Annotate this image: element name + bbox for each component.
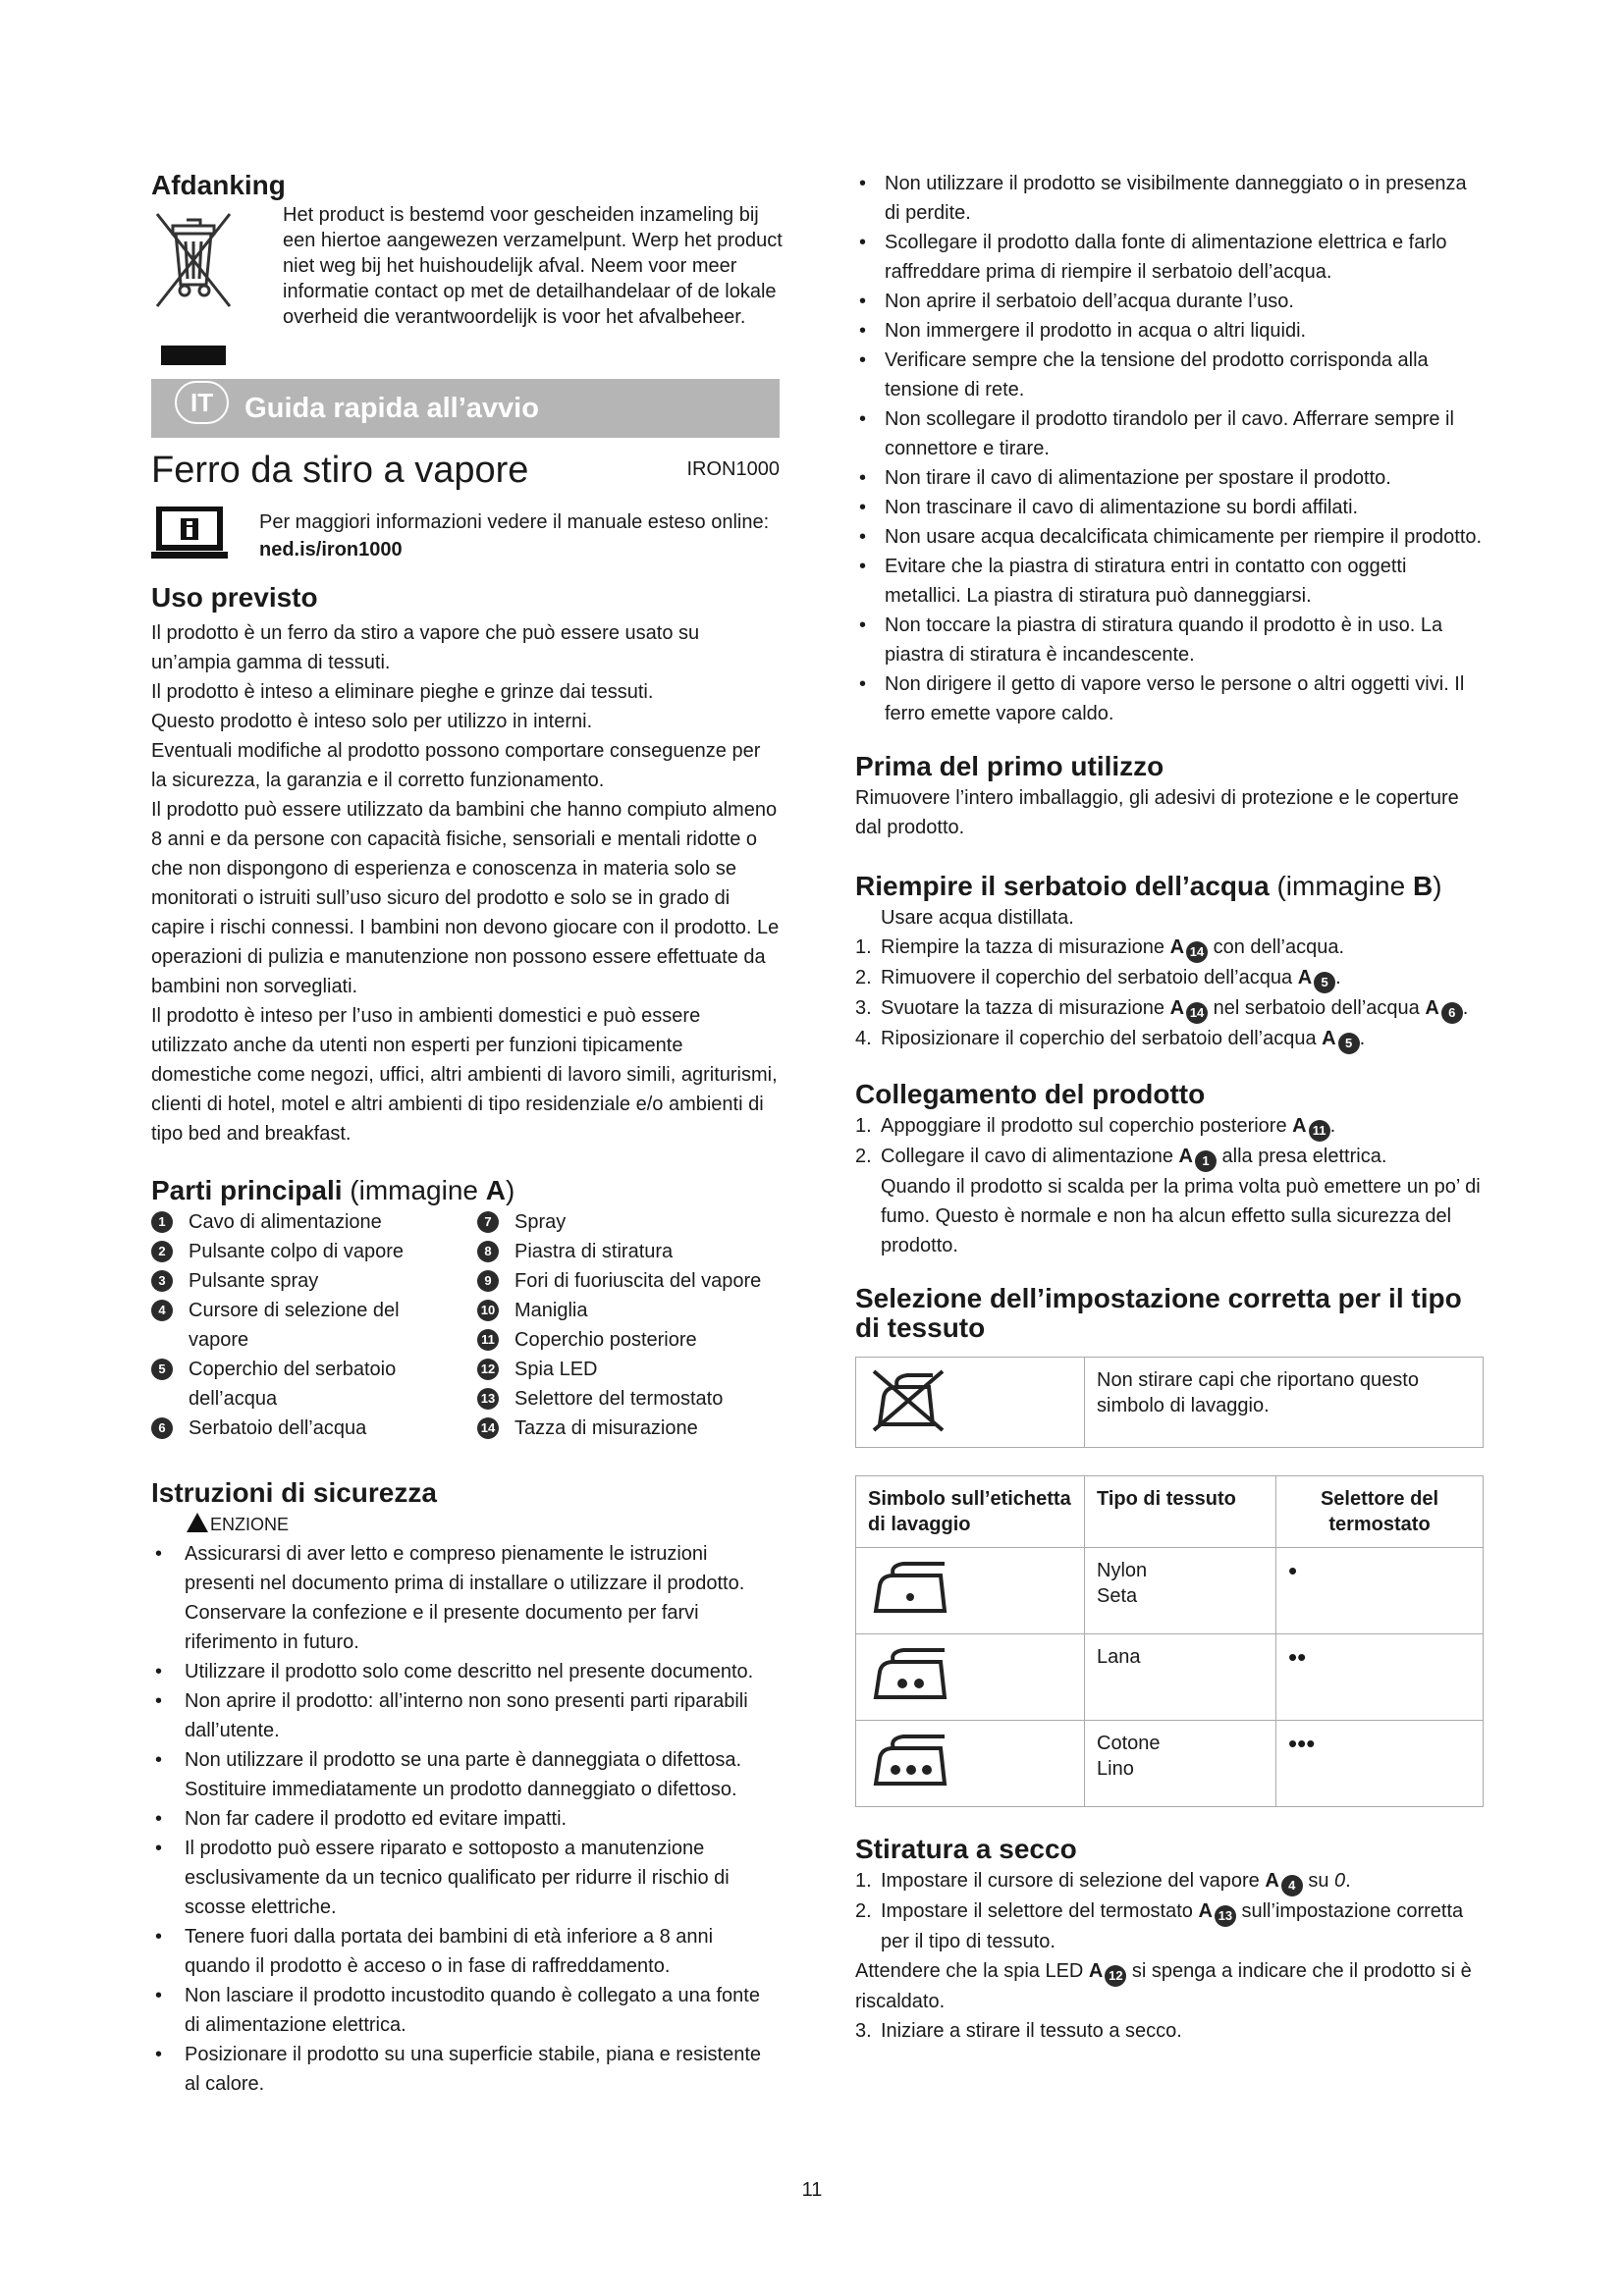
step-number: 4.: [855, 1028, 872, 1049]
no-iron-text: Non stirare capi che riportano questo simbolo di lavaggio.: [1085, 1358, 1484, 1448]
step-number: 1.: [855, 1870, 872, 1892]
safety-item: • Non utilizzare il prodotto se visibilmente danneggiato o in presenza di perdite.: [855, 169, 1484, 228]
riempire-suffix: (immagine: [1276, 871, 1413, 901]
step-text: Riposizionare il coperchio del serbatoio dell’acqua: [881, 1028, 1323, 1049]
step-text: si spenga a indicare che il prodotto si è riscaldato.: [855, 1960, 1472, 2012]
parti-suffix: (immagine: [350, 1175, 486, 1205]
part-ref: 14: [1186, 941, 1208, 963]
step-text: .: [1329, 1115, 1336, 1137]
part-number: 4: [151, 1300, 173, 1321]
parti-fig: A: [485, 1175, 506, 1205]
part-ref: 6: [1441, 1002, 1463, 1024]
table-row: [856, 1548, 1484, 1634]
safety-item: • Evitare che la piastra di stiratura entri in contatto con oggetti metallici. La piastra di stiratura può danneggiarsi.: [855, 552, 1484, 611]
step-text: Appoggiare il prodotto sul coperchio posteriore: [881, 1115, 1293, 1137]
fabric-name: Cotone: [1097, 1733, 1161, 1754]
parts-column-2: [477, 1207, 761, 1443]
table-row: [856, 1634, 1484, 1721]
safety-item: • Non immergere il prodotto in acqua o altri liquidi.: [855, 316, 1484, 346]
fabric-name: Seta: [1097, 1585, 1138, 1607]
part-ref: 5: [1314, 972, 1335, 993]
warning-icon: [187, 1513, 208, 1532]
uso-paragraph: Il prodotto è un ferro da stiro a vapore che può essere usato su un’ampia gamma di tessuti.: [151, 622, 700, 673]
left-column: [151, 169, 783, 2132]
part-item: [477, 1266, 761, 1296]
riempire-note: Usare acqua distillata.: [881, 907, 1074, 929]
part-ref: 12: [1105, 1965, 1126, 1987]
riempire-close: ): [1433, 871, 1442, 901]
uso-section: [151, 618, 780, 1148]
part-ref: 5: [1338, 1033, 1360, 1054]
part-number: 6: [151, 1417, 173, 1439]
part-item: [151, 1355, 477, 1414]
weee-bin-icon: [151, 208, 236, 316]
part-label: Tazza di misurazione: [514, 1417, 698, 1439]
safety-item: • Posizionare il prodotto su una superficie stabile, piana e resistente al calore.: [151, 2040, 780, 2099]
step-text: .: [1359, 1028, 1366, 1049]
figure-ref: A: [1178, 1146, 1193, 1167]
step-text: Collegare il cavo di alimentazione: [881, 1146, 1179, 1167]
step: [855, 1896, 1484, 1956]
safety-list-continued: [855, 169, 1484, 728]
part-label: Maniglia: [514, 1300, 588, 1321]
language-code: IT: [175, 381, 229, 424]
part-item: [477, 1355, 761, 1384]
part-label: Spray: [514, 1211, 567, 1233]
part-item: [151, 1414, 477, 1443]
part-ref: 11: [1309, 1120, 1330, 1142]
manual-link[interactable]: ned.is/iron1000: [259, 539, 403, 561]
right-column: [855, 169, 1484, 2046]
table-row: [856, 1721, 1484, 1807]
part-ref: 13: [1215, 1905, 1236, 1927]
fabric-cell: [1085, 1548, 1276, 1634]
uso-paragraph: Il prodotto è inteso a eliminare pieghe e grinze dai tessuti.: [151, 681, 654, 703]
part-number: 2: [151, 1241, 173, 1262]
safety-item: • Non toccare la piastra di stiratura quando il prodotto è in uso. La piastra di stiratura è incandescente.: [855, 611, 1484, 669]
thermostat-dots: ••: [1276, 1634, 1484, 1721]
left-flow: [151, 581, 780, 2099]
part-item: [477, 1237, 761, 1266]
figure-ref: A: [1169, 936, 1185, 958]
collegamento-title: Collegamento del prodotto: [855, 1079, 1206, 1109]
uso-paragraph: Il prodotto può essere utilizzato da bambini che hanno compiuto almeno 8 anni e da persone con capacità fisiche, sensoriali e mentali ridotte o che non dispongono di esperienza e conoscenza in materia solo se monitorati o istruiti sull’uso sicuro del prodotto e solo se in grado di capire i rischi connessi. I bambini non devono giocare con il prodotto. Le operazioni di pulizia e manutenzione non possono essere effettuate da bambini non sorvegliati.: [151, 799, 780, 997]
step-text: .: [1335, 967, 1341, 988]
safety-item: • Non aprire il serbatoio dell’acqua durante l’uso.: [855, 287, 1484, 316]
step: [855, 1866, 1484, 1896]
part-label: Serbatoio dell’acqua: [189, 1417, 367, 1439]
step-text: Impostare il cursore di selezione del vapore: [881, 1870, 1266, 1892]
part-ref: 14: [1186, 1002, 1208, 1024]
safety-item: • Non utilizzare il prodotto se una parte è danneggiata o difettosa. Sostituire immediatamente un prodotto danneggiato o difettoso.: [151, 1745, 780, 1804]
step-number: 2.: [855, 967, 872, 988]
uso-title: Uso previsto: [151, 582, 318, 613]
part-number: 7: [477, 1211, 499, 1233]
collegamento-steps: [855, 1111, 1484, 1260]
safety-item: • Assicurarsi di aver letto e compreso pienamente le istruzioni presenti nel documento prima di installare o utilizzare il prodotto. Conservare la confezione e il presente documento per farvi riferimento in futuro.: [151, 1539, 780, 1657]
fabric-cell: [1085, 1634, 1276, 1721]
part-number: 1: [151, 1211, 173, 1233]
part-label: Pulsante spray: [189, 1270, 319, 1292]
primo-text: Rimuovere l’intero imballaggio, gli adesivi di protezione e le coperture dal prodotto.: [855, 787, 1459, 838]
step-text: sull’impostazione corretta per il tipo di tessuto.: [881, 1900, 1464, 1952]
figure-ref: A: [1198, 1900, 1213, 1922]
riempire-title: [855, 870, 1484, 903]
step-text: con dell’acqua.: [1208, 936, 1344, 958]
safety-item: • Scollegare il prodotto dalla fonte di alimentazione elettrica e farlo raffreddare prima di riempire il serbatoio dell’acqua.: [855, 228, 1484, 287]
fabric-name: Nylon: [1097, 1560, 1148, 1581]
part-number: 11: [477, 1329, 499, 1351]
safety-item: • Non lasciare il prodotto incustodito quando è collegato a una fonte di alimentazione elettrica.: [151, 1981, 780, 2040]
step-text: Impostare il selettore del termostato: [881, 1900, 1199, 1922]
parts-column-1: [151, 1207, 477, 1443]
thermostat-dots: •: [1276, 1548, 1484, 1634]
safety-item: • Non aprire il prodotto: all’interno non sono presenti parti riparabili dall’utente.: [151, 1686, 780, 1745]
step-value: 0: [1334, 1870, 1346, 1892]
iron-symbol-cell: [856, 1721, 1085, 1807]
part-item: [477, 1384, 761, 1414]
safety-item: • Il prodotto può essere riparato e sottoposto a manutenzione esclusivamente da un tecnico qualificato per ridurre il rischio di scosse elettriche.: [151, 1834, 780, 1922]
uso-paragraph: Il prodotto è inteso per l’uso in ambienti domestici e può essere utilizzato anche da utenti non esperti per funzioni tipicamente domestiche come negozi, uffici, altri ambienti di lavoro simili, agriturismi, clienti di hotel, motel e altri ambienti di tipo residenziale e/o ambienti di tipo bed and breakfast.: [151, 1005, 778, 1145]
fabric-table: [855, 1475, 1484, 1807]
step-number: 2.: [855, 1146, 872, 1167]
step: [855, 1111, 1484, 1142]
part-item: [477, 1296, 761, 1325]
step: [855, 2016, 1484, 2046]
thermostat-dots: •••: [1276, 1721, 1484, 1807]
safety-item: • Non far cadere il prodotto ed evitare impatti.: [151, 1804, 780, 1834]
step-text: .: [1462, 997, 1469, 1019]
part-number: 3: [151, 1270, 173, 1292]
safety-item: • Non dirigere il getto di vapore verso le persone o altri oggetti vivi. Il ferro emette vapore caldo.: [855, 669, 1484, 728]
step-text: Svuotare la tazza di misurazione: [881, 997, 1170, 1019]
step-number: 1.: [855, 936, 872, 958]
step-text: Iniziare a stirare il tessuto a secco.: [881, 2020, 1182, 2042]
secco-wait: [855, 1956, 1484, 2016]
part-item: [151, 1266, 477, 1296]
language-banner: [151, 379, 780, 438]
page-number: 11: [801, 2179, 823, 2201]
part-number: 13: [477, 1388, 499, 1410]
safety-item: • Non tirare il cavo di alimentazione per spostare il prodotto.: [855, 463, 1484, 493]
riempire-title-text: Riempire il serbatoio dell’acqua: [855, 871, 1270, 901]
fabric-cell: [1085, 1721, 1276, 1807]
selezione-title: Selezione dell’impostazione corretta per il tipo di tessuto: [855, 1283, 1462, 1343]
part-number: 12: [477, 1359, 499, 1380]
header-fabric: Tipo di tessuto: [1085, 1476, 1276, 1548]
step-number: 3.: [855, 2020, 872, 2042]
step-number: 2.: [855, 1900, 872, 1922]
part-item: [477, 1414, 761, 1443]
parti-close: ): [506, 1175, 515, 1205]
iron-one-dot-icon: [868, 1558, 956, 1617]
safety-item: • Non usare acqua decalcificata chimicamente per riempire il prodotto.: [855, 522, 1484, 552]
afdanking-title: Afdanking: [151, 170, 286, 200]
figure-ref: A: [1322, 1028, 1336, 1049]
fabric-name: Lana: [1097, 1646, 1141, 1668]
no-iron-symbol-cell: [856, 1358, 1085, 1448]
parti-title: [151, 1174, 780, 1207]
online-manual-info: [259, 508, 770, 563]
part-item: [477, 1207, 761, 1237]
part-number: 8: [477, 1241, 499, 1262]
riempire-steps: [855, 933, 1484, 1054]
figure-ref: A: [1088, 1960, 1104, 1982]
warning-text: ENZIONE: [210, 1515, 290, 1534]
part-label: Coperchio posteriore: [514, 1329, 697, 1351]
uso-paragraph: Questo prodotto è inteso solo per utilizzo in interni.: [151, 711, 593, 732]
part-ref: 1: [1195, 1150, 1217, 1172]
part-item: [151, 1237, 477, 1266]
part-label: Pulsante colpo di vapore: [189, 1241, 405, 1262]
header-symbol: Simbolo sull’etichetta di lavaggio: [856, 1476, 1085, 1548]
step: [855, 933, 1484, 963]
part-label: Piastra di stiratura: [514, 1241, 674, 1262]
part-item: [151, 1207, 477, 1237]
iron-symbol-cell: [856, 1634, 1085, 1721]
step-text: Attendere che la spia LED: [855, 1960, 1089, 1982]
no-iron-icon: [868, 1363, 952, 1434]
step: [855, 1024, 1484, 1054]
collegamento-note: Quando il prodotto si scalda per la prima volta può emettere un po’ di fumo. Questo è normale e non ha alcun effetto sulla sicurezza del prodotto.: [881, 1176, 1481, 1256]
iron-two-dots-icon: [868, 1644, 956, 1703]
figure-ref: A: [1265, 1870, 1279, 1892]
safety-item: • Non scollegare il prodotto tirandolo per il cavo. Afferrare sempre il connettore e tirare.: [855, 404, 1484, 463]
part-item: [151, 1296, 477, 1355]
part-item: [477, 1325, 761, 1355]
iron-three-dots-icon: [868, 1731, 956, 1789]
step: [855, 1142, 1484, 1172]
header-thermostat: Selettore del termostato: [1276, 1476, 1484, 1548]
part-number: 10: [477, 1300, 499, 1321]
banner-title: Guida rapida all’avvio: [244, 393, 539, 424]
step-number: 1.: [855, 1115, 872, 1137]
step: [855, 993, 1484, 1024]
part-ref: 4: [1281, 1875, 1303, 1896]
fabric-name: Lino: [1097, 1758, 1134, 1780]
afdanking-section: [151, 202, 783, 389]
part-number: 9: [477, 1270, 499, 1292]
uso-paragraph: Eventuali modifiche al prodotto possono comportare conseguenze per la sicurezza, la garanzia e il corretto funzionamento.: [151, 740, 761, 791]
table-header-row: [856, 1476, 1484, 1548]
part-number: 5: [151, 1359, 173, 1380]
product-title: Ferro da stiro a vapore: [151, 450, 529, 491]
part-label: Cursore di selezione del vapore: [189, 1300, 400, 1351]
step-text: .: [1345, 1870, 1351, 1892]
no-iron-table: [855, 1357, 1484, 1448]
sicurezza-title: Istruzioni di sicurezza: [151, 1477, 437, 1508]
safety-list: [151, 1539, 780, 2099]
step: [855, 963, 1484, 993]
figure-ref: A: [1292, 1115, 1307, 1137]
parts-list: [151, 1207, 780, 1443]
product-code: IRON1000: [686, 458, 780, 480]
safety-item: • Tenere fuori dalla portata dei bambini di età inferiore a 8 anni quando il prodotto è acceso o in fase di raffreddamento.: [151, 1922, 780, 1981]
part-label: Cavo di alimentazione: [189, 1211, 382, 1233]
warning-label: [151, 1510, 780, 1539]
safety-item: • Verificare sempre che la tensione del prodotto corrisponda alla tensione di rete.: [855, 346, 1484, 404]
step-text: su: [1302, 1870, 1335, 1892]
part-label: Coperchio del serbatoio dell’acqua: [189, 1359, 397, 1410]
afdanking-text: Het product is bestemd voor gescheiden inzameling bij een hiertoe aangewezen verzamelpunt. Werp het product niet weg bij het huishoudelijk afval. Neem voor meer informatie contact op met de detailhandelaar of de lokale overheid die verantwoordelijk is voor het afvalbeheer.: [283, 204, 783, 328]
step-text: alla presa elettrica.: [1216, 1146, 1387, 1167]
weee-bar: [161, 346, 226, 365]
safety-item: • Non trascinare il cavo di alimentazione su bordi affilati.: [855, 493, 1484, 522]
riempire-fig: B: [1412, 871, 1434, 901]
step-text: Riempire la tazza di misurazione: [881, 936, 1170, 958]
part-number: 14: [477, 1417, 499, 1439]
info-text: Per maggiori informazioni vedere il manuale esteso online:: [259, 511, 770, 533]
secco-steps: [855, 1866, 1484, 2046]
part-label: Selettore del termostato: [514, 1388, 724, 1410]
part-label: Fori di fuoriuscita del vapore: [514, 1270, 762, 1292]
figure-ref: A: [1169, 997, 1185, 1019]
part-label: Spia LED: [514, 1359, 598, 1380]
laptop-info-icon: [151, 507, 228, 560]
figure-ref: A: [1297, 967, 1313, 988]
parti-title-text: Parti principali: [151, 1175, 343, 1205]
step-text: nel serbatoio dell’acqua: [1208, 997, 1426, 1019]
safety-item: • Utilizzare il prodotto solo come descritto nel presente documento.: [151, 1657, 780, 1686]
step-text: Rimuovere il coperchio del serbatoio dell’acqua: [881, 967, 1298, 988]
step-number: 3.: [855, 997, 872, 1019]
iron-symbol-cell: [856, 1548, 1085, 1634]
primo-title: Prima del primo utilizzo: [855, 751, 1164, 781]
secco-title: Stiratura a secco: [855, 1834, 1077, 1864]
figure-ref: A: [1425, 997, 1439, 1019]
